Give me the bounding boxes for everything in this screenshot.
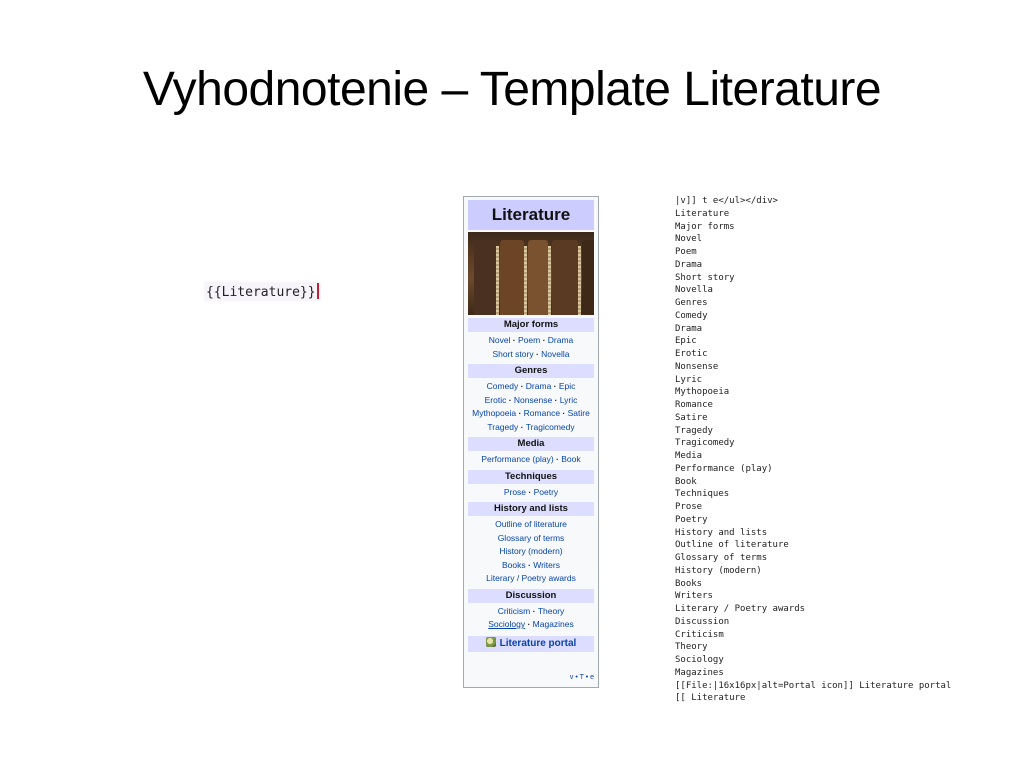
code-line: Media <box>675 451 703 461</box>
code-line: Performance (play) <box>675 463 773 474</box>
navbox-link-row <box>464 559 598 573</box>
navbox-link-row <box>464 334 598 348</box>
navbox-link[interactable]: Literary / Poetry awards <box>486 573 576 583</box>
navbox-link[interactable]: Books <box>502 559 526 570</box>
code-line: Comedy <box>675 310 708 321</box>
navbox-link[interactable]: Outline of literature <box>495 519 567 529</box>
separator-dot: · <box>506 394 514 405</box>
code-line: History (modern) <box>675 565 762 576</box>
navbox-link-row <box>464 421 598 435</box>
code-line: Theory <box>675 642 708 653</box>
text-cursor <box>317 283 319 299</box>
wikitext-output <box>675 195 951 705</box>
navbox-link-row <box>464 572 598 586</box>
navbox-link[interactable]: Novel <box>488 335 511 345</box>
code-line: Book <box>675 476 697 487</box>
code-line: Discussion <box>675 616 730 627</box>
navbox-link[interactable]: Poem <box>518 335 541 345</box>
books-image[interactable] <box>468 232 594 315</box>
code-line: Genres <box>675 298 708 308</box>
separator-dot: · <box>510 335 518 345</box>
navbox-link[interactable]: Writers <box>533 559 560 570</box>
navbox-link[interactable]: Sociology <box>488 619 526 629</box>
separator-dot: · <box>516 408 524 418</box>
code-line: Poem <box>675 247 697 257</box>
navbox-section-heading: Media <box>468 437 594 451</box>
code-line: Short story <box>675 272 735 283</box>
code-line: Drama <box>675 323 703 334</box>
code-line: Criticism <box>675 629 724 640</box>
slide-title: Vyhodnotenie – Template Literature <box>142 63 882 116</box>
navbox-link[interactable]: Drama <box>547 335 574 345</box>
navbox-section-heading: History and lists <box>468 502 594 516</box>
separator-dot: · <box>518 381 526 391</box>
code-line: Mythopoeia <box>675 387 730 398</box>
code-line: [[ Literature <box>675 693 746 704</box>
navbox-link-row <box>464 348 598 362</box>
code-line: Novella <box>675 285 713 296</box>
navbox-link-row <box>464 407 598 421</box>
navbox-link[interactable]: Satire <box>567 408 590 418</box>
code-line: Erotic <box>675 349 708 359</box>
navbox-section-links <box>464 605 598 632</box>
code-line: [[File:|16x16px|alt=Portal icon]] Literature portal <box>675 680 952 691</box>
navbox-link[interactable]: Tragedy <box>487 421 519 432</box>
navbox-link[interactable]: Short story <box>492 348 534 359</box>
navbox-link[interactable]: Theory <box>537 605 565 616</box>
code-line: Glossary of terms <box>675 553 768 563</box>
navbox-link[interactable]: Novella <box>541 348 570 359</box>
navbox-link-row <box>464 518 598 532</box>
code-line: Romance <box>675 400 713 410</box>
navbox-link[interactable]: Lyric <box>559 394 578 405</box>
navbox-link[interactable]: Prose <box>503 486 527 497</box>
portal-label: Literature portal <box>499 637 577 649</box>
navbox-section-links <box>464 486 598 500</box>
navbox-link[interactable]: Tragicomedy <box>525 421 575 432</box>
navbox-section-heading: Major forms <box>468 318 594 332</box>
code-line: Writers <box>675 591 713 602</box>
code-line: Outline of literature <box>675 540 789 551</box>
code-line: Nonsense <box>675 361 719 372</box>
code-line: Prose <box>675 502 703 512</box>
navbox-link-row <box>464 605 598 619</box>
navbox-link-row <box>464 618 598 632</box>
navbox-link[interactable]: Romance <box>523 408 561 418</box>
separator-dot: · <box>526 486 534 497</box>
navbox-sections <box>464 318 598 632</box>
code-line: Poetry <box>675 514 708 525</box>
navbox-link[interactable]: Nonsense <box>513 394 553 405</box>
navbox-link[interactable]: Mythopoeia <box>472 408 517 418</box>
code-line: Lyric <box>675 374 703 385</box>
navbox-link[interactable]: Drama <box>525 381 552 391</box>
vte-links[interactable]: v • T • e <box>569 674 594 681</box>
portal-icon <box>486 637 496 647</box>
code-line: Tragedy <box>675 425 713 436</box>
separator-dot: · <box>530 605 538 616</box>
navbox-link[interactable]: Erotic <box>484 394 507 405</box>
navbox-section-links <box>464 518 598 586</box>
separator-dot: · <box>525 559 534 570</box>
code-line: Literature <box>675 208 730 219</box>
navbox-link[interactable]: Criticism <box>497 605 531 616</box>
navbox-link-row <box>464 380 598 394</box>
navbox-link-row <box>464 394 598 408</box>
code-line: Tragicomedy <box>675 438 735 449</box>
navbox-link[interactable]: Epic <box>558 381 576 391</box>
literature-portal-link[interactable] <box>468 636 594 652</box>
navbox-title[interactable]: Literature <box>468 200 594 230</box>
navbox-section-heading: Techniques <box>468 470 594 484</box>
code-line: Epic <box>675 336 697 347</box>
navbox-link[interactable]: Comedy <box>486 381 519 391</box>
navbox-section-heading: Discussion <box>468 589 594 603</box>
navbox-section-links <box>464 334 598 361</box>
code-line: Literary / Poetry awards <box>675 604 806 614</box>
template-call-code <box>204 282 321 301</box>
code-line: |v]] t e</ul></div> <box>675 196 778 206</box>
separator-dot: · <box>553 454 562 464</box>
navbox-link-row <box>464 486 598 500</box>
navbox-link[interactable]: Poetry <box>533 486 559 497</box>
separator-dot: · <box>533 348 542 359</box>
separator-dot: · <box>525 619 533 629</box>
separator-dot: · <box>560 408 568 418</box>
code-line: Major forms <box>675 221 735 232</box>
separator-dot: · <box>518 421 526 432</box>
literature-navbox <box>463 196 599 688</box>
navbox-link[interactable]: Performance (play) <box>481 454 554 464</box>
code-line: Drama <box>675 259 703 270</box>
separator-dot: · <box>551 381 559 391</box>
separator-dot: · <box>552 394 560 405</box>
code-line: Sociology <box>675 655 724 665</box>
navbox-link-row <box>464 532 598 546</box>
navbox-link-row <box>464 545 598 559</box>
code-line: Novel <box>675 234 703 245</box>
navbox-link-row <box>464 453 598 467</box>
navbox-link[interactable]: History (modern) <box>499 546 563 556</box>
navbox-section-heading: Genres <box>468 364 594 378</box>
code-line: Satire <box>675 412 708 423</box>
navbox-link[interactable]: Magazines <box>532 619 574 629</box>
code-line: Techniques <box>675 489 730 500</box>
code-line: History and lists <box>675 527 768 538</box>
navbox-link[interactable]: Glossary of terms <box>497 532 565 543</box>
separator-dot: · <box>540 335 548 345</box>
code-line: Books <box>675 578 703 589</box>
code-line: Magazines <box>675 667 724 678</box>
navbox-section-links <box>464 380 598 434</box>
navbox-link[interactable]: Book <box>561 454 581 464</box>
template-call-text: {{Literature}} <box>206 285 316 300</box>
navbox-section-links <box>464 453 598 467</box>
